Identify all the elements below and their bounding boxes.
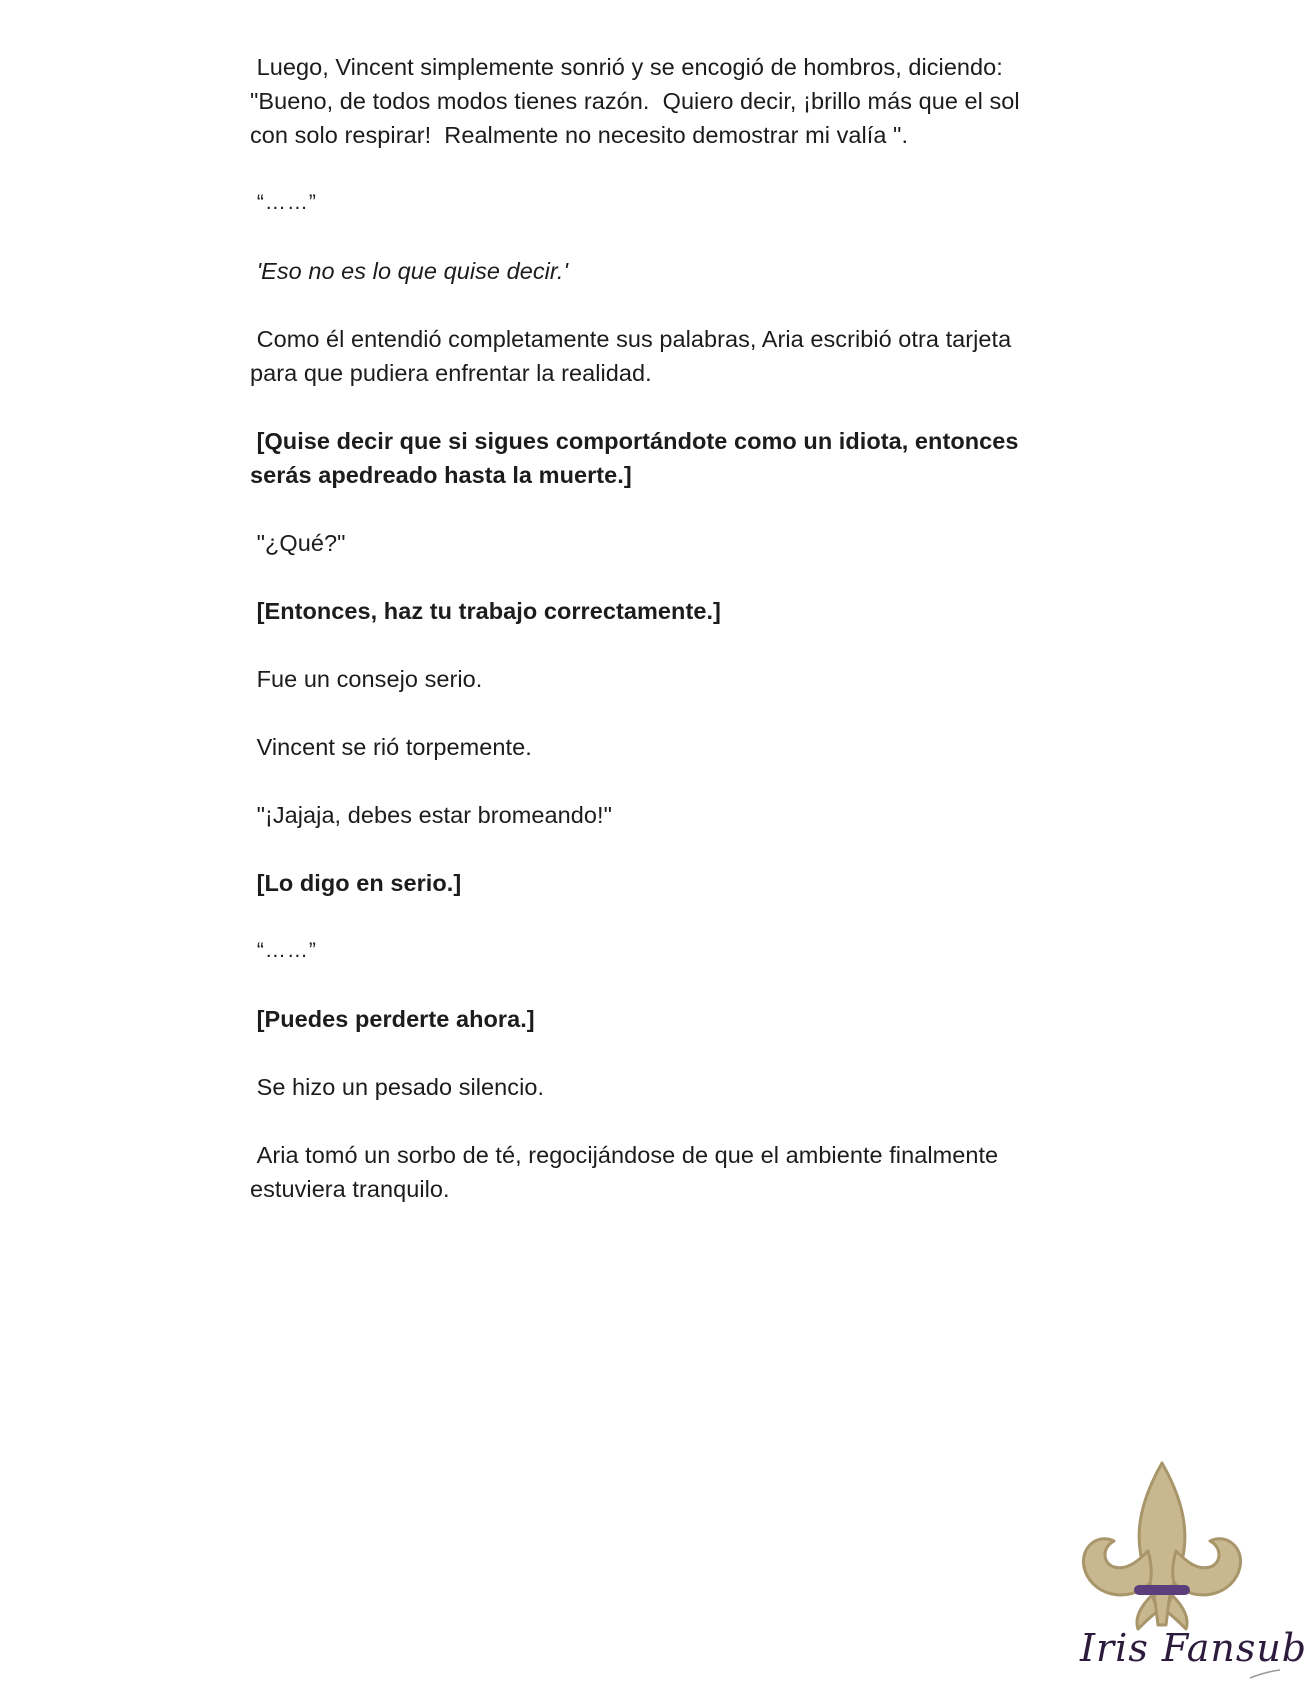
paragraph: "¡Jajaja, debes estar bromeando!" [250,802,612,828]
paragraph: Vincent se rió torpemente. [250,734,532,760]
paragraph: Se hizo un pesado silencio. [250,1074,545,1100]
watermark-logo [1068,1455,1280,1708]
paragraph: Como él entendió completamente sus palabras, Aria escribió otra tarjeta para que pudiera enfrentar la realidad. [250,326,1018,386]
paragraph: [Lo digo en serio.] [250,870,462,896]
paragraph: “……” [250,191,317,214]
paragraph: [Puedes perderte ahora.] [250,1006,535,1032]
paragraph: Aria tomó un sorbo de té, regocijándose de que el ambiente finalmente estuviera tranquilo. [250,1142,1005,1202]
watermark-caption: Iris Fansub [1080,1626,1307,1670]
paragraph: [Entonces, haz tu trabajo correctamente.] [250,598,721,624]
document-body [250,50,1040,1240]
paragraph: Fue un consejo serio. [250,666,483,692]
paragraph: Luego, Vincent simplemente sonrió y se encogió de hombros, diciendo: "Bueno, de todos modos tienes razón. Quiero decir, ¡brillo más que el sol con solo respirar! Realmente no necesito demostrar mi valía ". [250,54,1027,148]
paragraph: “……” [250,939,317,962]
paragraph: [Quise decir que si sigues comportándote como un idiota, entonces serás apedreado hasta la muerte.] [250,428,1026,488]
paragraph: 'Eso no es lo que quise decir.' [250,258,569,284]
paragraph: "¿Qué?" [250,530,346,556]
fleur-de-lis-icon [1068,1455,1280,1635]
page-corner-mark [1250,1670,1280,1680]
